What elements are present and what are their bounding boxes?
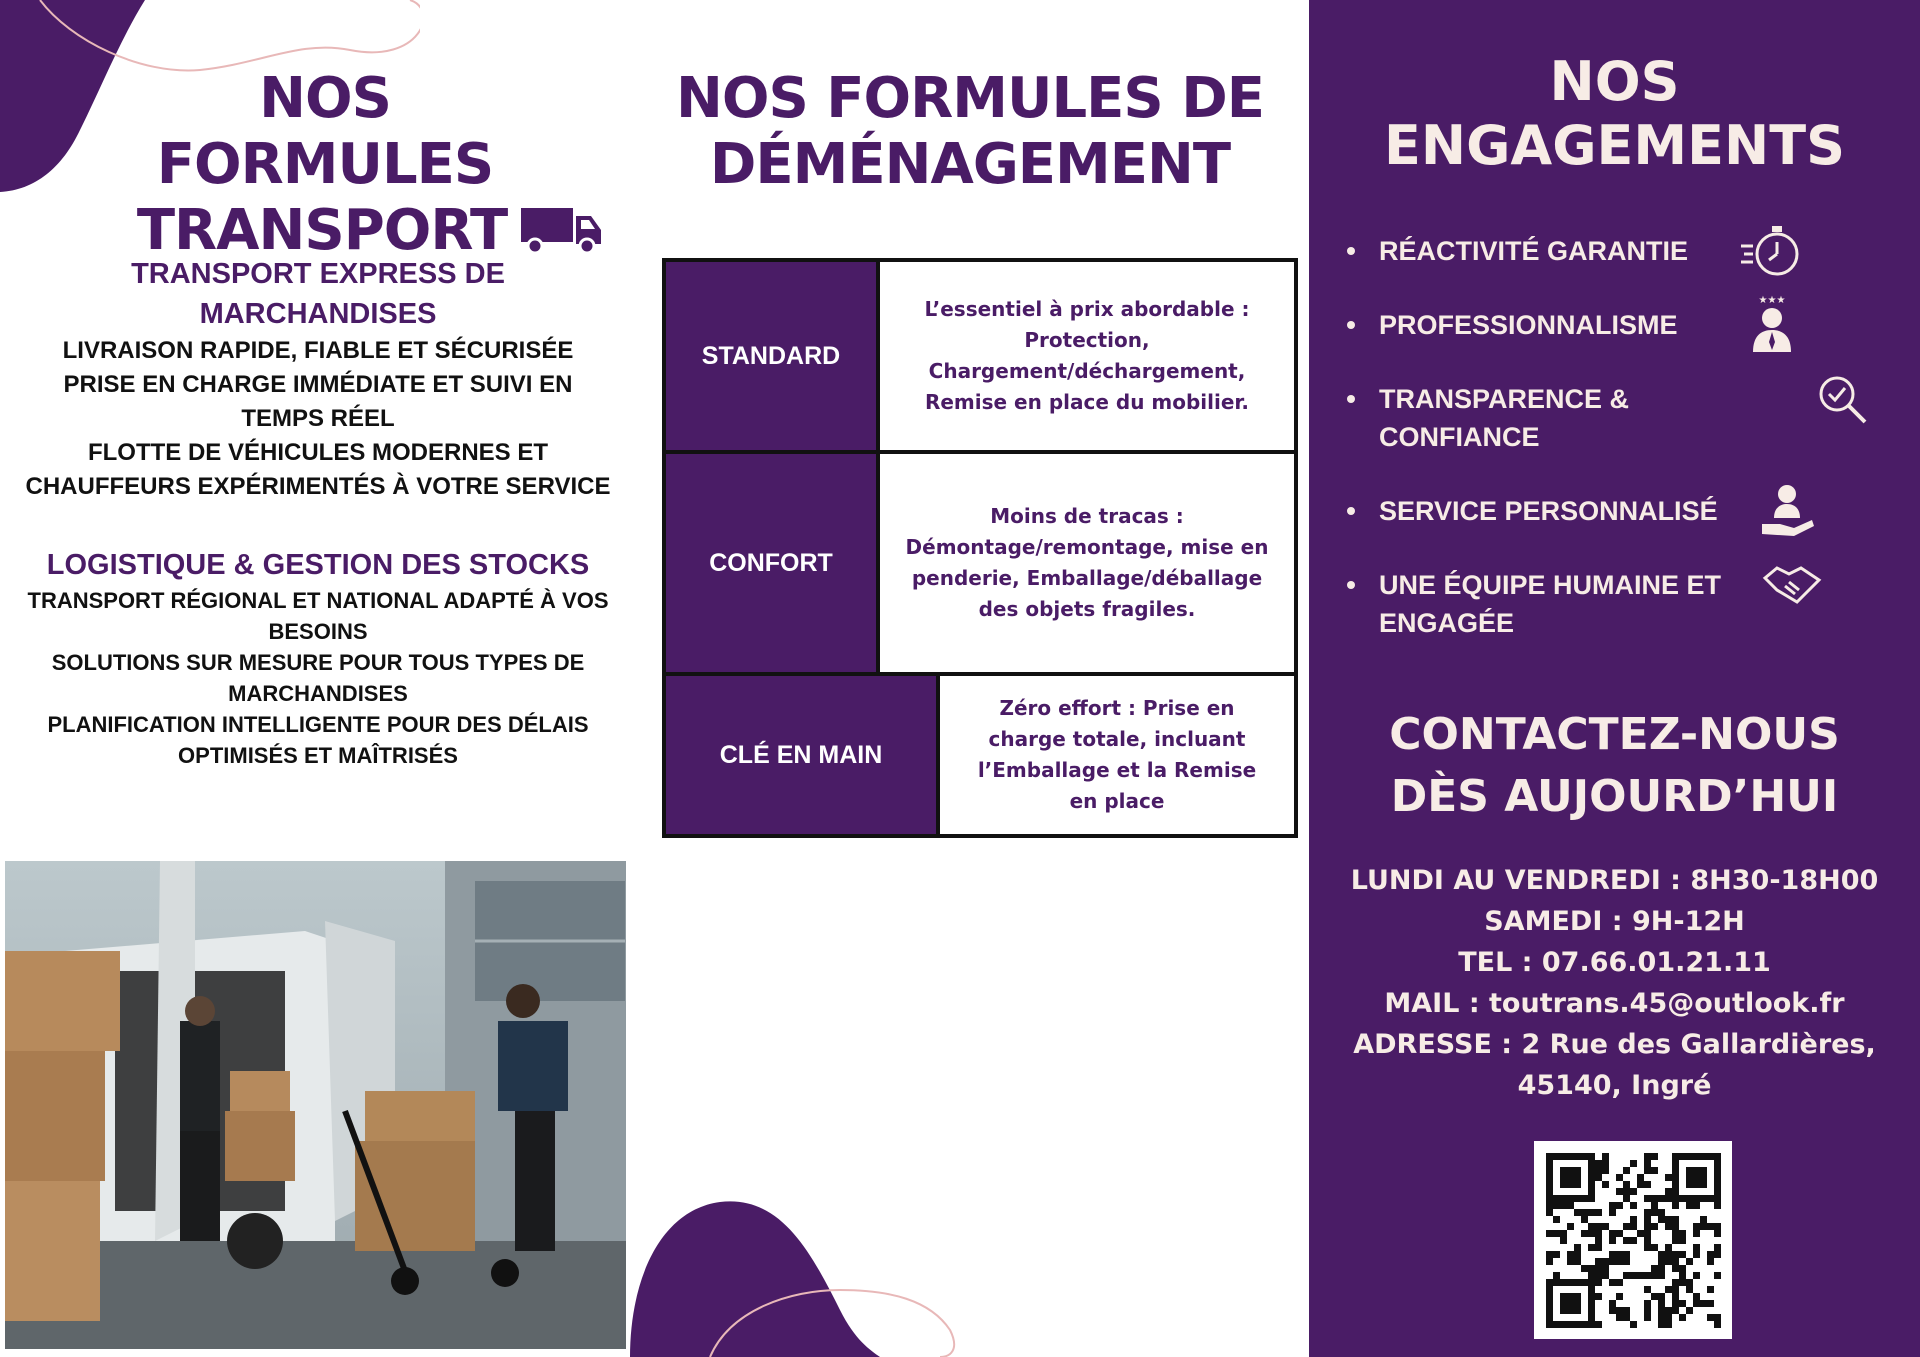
demenagement-title-line2: DÉMÉNAGEMENT <box>709 132 1231 197</box>
stopwatch-icon <box>1739 218 1805 284</box>
transport-title <box>100 66 640 264</box>
engagements-title <box>1309 50 1920 178</box>
section-logistique-line: PLANIFICATION INTELLIGENTE POUR DES DÉLAIS OPTIMISÉS ET MAÎTRISÉS <box>47 712 589 768</box>
list-item <box>1339 380 1909 456</box>
qr-code <box>1534 1141 1732 1339</box>
section-logistique <box>18 545 618 771</box>
table-row <box>666 672 1294 834</box>
engagements-title-line1: NOS <box>1549 50 1680 113</box>
formule-label-confort: CONFORT <box>666 454 880 672</box>
contact-title-line1: CONTACTEZ-NOUS <box>1389 709 1840 760</box>
demenagement-title-line1: NOS FORMULES DE <box>676 66 1264 131</box>
contact-tel: TEL : 07.66.01.21.11 <box>1458 947 1771 978</box>
decorative-blob-bottom <box>630 1190 1030 1357</box>
engagements-title-line2: ENGAGEMENTS <box>1384 114 1845 177</box>
contact-title-line2: DÈS AUJOURD’HUI <box>1390 771 1839 822</box>
magnifier-check-icon <box>1809 366 1875 432</box>
engagement-label: PROFESSIONNALISME <box>1379 310 1678 340</box>
engagement-label: SERVICE PERSONNALISÉ <box>1379 496 1718 526</box>
svg-text:★★★: ★★★ <box>1758 295 1786 306</box>
delivery-photo <box>5 861 626 1349</box>
formule-label-cle-en-main: CLÉ EN MAIN <box>666 676 940 834</box>
formule-desc-standard: L’essentiel à prix abordable : Protection, Chargement/déchargement, Remise en place du mobilier. <box>924 297 1250 414</box>
table-row <box>666 450 1294 672</box>
contact-address-line1: ADRESSE : 2 Rue des Gallardières, <box>1353 1029 1876 1060</box>
handshake-icon <box>1759 552 1825 618</box>
formule-label-standard: STANDARD <box>666 262 880 450</box>
section-logistique-line: SOLUTIONS SUR MESURE POUR TOUS TYPES DE MARCHANDISES <box>51 650 585 706</box>
formule-desc-confort: Moins de tracas : Démontage/remontage, mise en penderie, Emballage/déballage des objets fragiles. <box>905 504 1269 621</box>
formules-table <box>662 258 1298 838</box>
formule-desc-cle-en-main: Zéro effort : Prise en charge totale, incluant l’Emballage et la Remise en place <box>977 696 1257 813</box>
transport-title-line1: NOS FORMULES <box>156 66 494 197</box>
section-express-line: PRISE EN CHARGE IMMÉDIATE ET SUIVI EN TEMPS RÉEL <box>63 371 573 432</box>
section-express-line: LIVRAISON RAPIDE, FIABLE ET SÉCURISÉE <box>62 337 574 364</box>
person-hand-icon <box>1754 478 1820 544</box>
engagement-label: TRANSPARENCE & CONFIANCE <box>1379 384 1630 452</box>
list-item <box>1339 566 1909 642</box>
engagements-panel <box>1309 0 1920 1357</box>
list-item <box>1339 295 1909 344</box>
section-express-line: FLOTTE DE VÉHICULES MODERNES ET CHAUFFEURS EXPÉRIMENTÉS À VOTRE SERVICE <box>25 439 611 500</box>
section-express-heading: TRANSPORT EXPRESS DE MARCHANDISES <box>131 258 505 330</box>
section-logistique-heading: LOGISTIQUE & GESTION DES STOCKS <box>46 549 590 581</box>
contact-hours-sat: SAMEDI : 9H-12H <box>1484 906 1745 937</box>
professional-icon <box>1739 292 1805 358</box>
contact-address-line2: 45140, Ingré <box>1517 1070 1712 1101</box>
table-row <box>666 262 1294 450</box>
contact-mail: MAIL : toutrans.45@outlook.fr <box>1384 988 1845 1019</box>
truck-icon <box>521 206 603 256</box>
demenagement-title <box>660 66 1280 198</box>
engagement-label: UNE ÉQUIPE HUMAINE ET ENGAGÉE <box>1379 570 1722 638</box>
contact-hours-week: LUNDI AU VENDREDI : 8H30-18H00 <box>1350 865 1879 896</box>
section-express <box>18 254 618 504</box>
engagement-label: RÉACTIVITÉ GARANTIE <box>1379 236 1689 266</box>
contact-title <box>1309 704 1920 828</box>
engagements-list <box>1339 232 1909 678</box>
section-logistique-line: TRANSPORT RÉGIONAL ET NATIONAL ADAPTÉ À VOS BESOINS <box>27 588 609 644</box>
list-item <box>1339 232 1909 270</box>
transport-title-line2: TRANSPORT <box>136 198 508 263</box>
list-item <box>1339 492 1909 530</box>
contact-info <box>1309 860 1920 1106</box>
